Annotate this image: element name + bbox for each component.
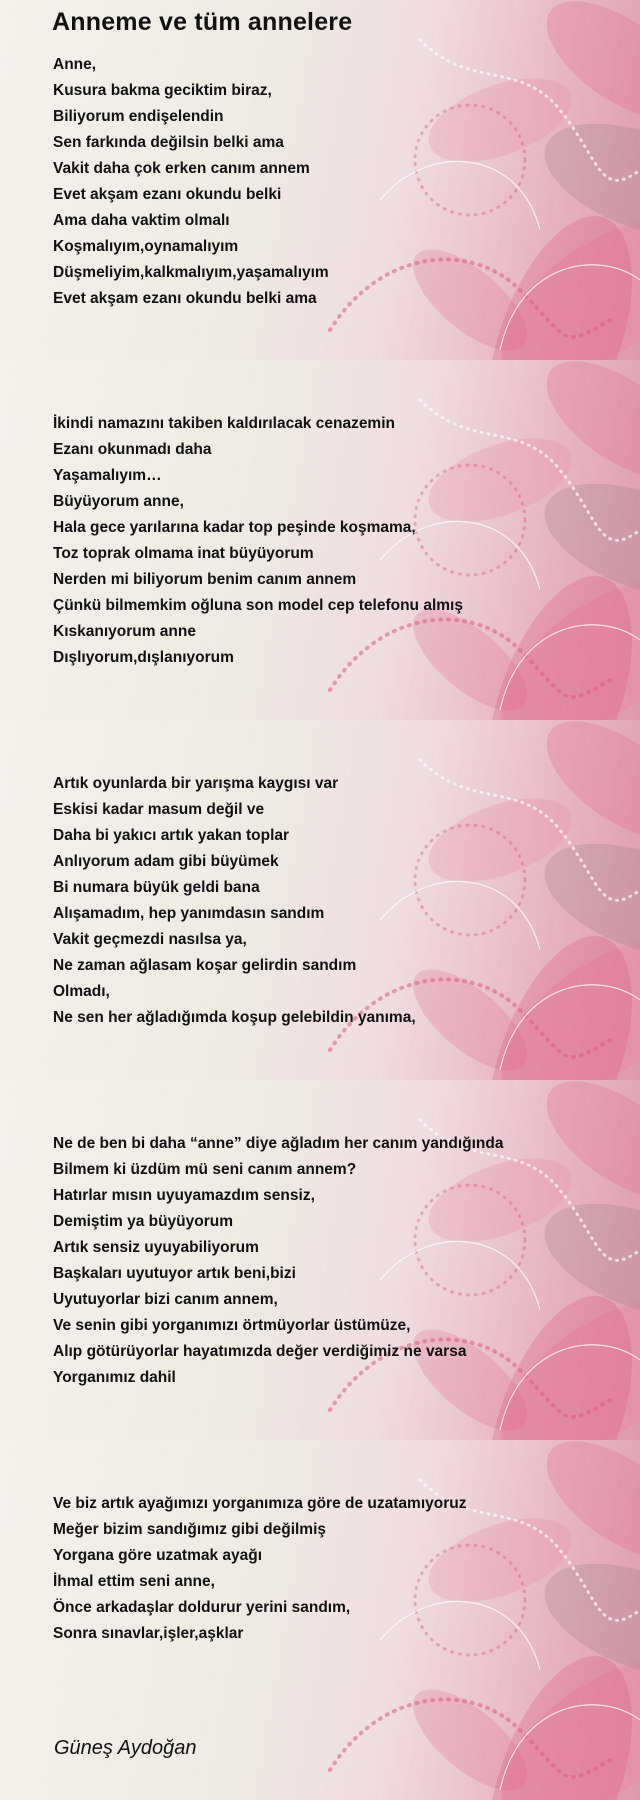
poem-line: Başkaları uyutuyor artık beni,bizi [53, 1265, 296, 1282]
poem-line: Biliyorum endişelendin [53, 108, 224, 125]
poem-line: Koşmalıyım,oynamalıyım [53, 238, 239, 255]
stanza-1 [53, 52, 329, 312]
poem-line: Alıp götürüyorlar hayatımızda değer verdiğimiz ne varsa [53, 1343, 467, 1360]
poem-line: Evet akşam ezanı okundu belki ama [53, 290, 317, 307]
poem-line: Meğer bizim sandığımız gibi değilmiş [53, 1521, 327, 1538]
poem-line: Ve biz artık ayağımızı yorganımıza göre de uzatamıyoruz [53, 1495, 467, 1512]
poem-line: Kıskanıyorum anne [53, 623, 196, 640]
poem-line: Artık oyunlarda bir yarışma kaygısı var [53, 775, 339, 792]
poem-line: Kusura bakma geciktim biraz, [53, 82, 272, 99]
poem-line: Vakit daha çok erken canım annem [53, 160, 310, 177]
poem-line: Ne de ben bi daha “anne” diye ağladım her canım yandığında [53, 1135, 504, 1152]
poem-line: Vakit geçmezdi nasılsa ya, [53, 931, 247, 948]
poem-line: Olmadı, [53, 983, 110, 1000]
stanza-3 [53, 771, 416, 1031]
poem-line: Toz toprak olmama inat büyüyorum [53, 545, 314, 562]
poem-line: Ne sen her ağladığımda koşup gelebildin yanıma, [53, 1009, 416, 1026]
poem-line: Bi numara büyük geldi bana [53, 879, 260, 896]
poem-line: Düşmeliyim,kalkmalıyım,yaşamalıyım [53, 264, 329, 281]
stanza-5 [53, 1491, 466, 1647]
poem-line: Anne, [53, 56, 97, 73]
poem-line: Evet akşam ezanı okundu belki [53, 186, 282, 203]
poem-line: Çünkü bilmemkim oğluna son model cep telefonu almış [53, 597, 463, 614]
poem-line: Bilmem ki üzdüm mü seni canım annem? [53, 1161, 357, 1178]
poem-line: Ne zaman ağlasam koşar gelirdin sandım [53, 957, 357, 974]
poem-line: Ama daha vaktim olmalı [53, 212, 230, 229]
poem-line: Hala gece yarılarına kadar top peşinde koşmama, [53, 519, 416, 536]
poem-line: Yaşamalıyım… [53, 467, 162, 484]
poem-line: Eskisi kadar masum değil ve [53, 801, 265, 818]
stanza-2 [53, 411, 463, 671]
poem-line: Hatırlar mısın uyuyamazdım sensiz, [53, 1187, 315, 1204]
poem-line: Sen farkında değilsin belki ama [53, 134, 284, 151]
poem-line: Yorganımız dahil [53, 1369, 176, 1386]
poem-line: Daha bi yakıcı artık yakan toplar [53, 827, 290, 844]
poem-line: Önce arkadaşlar doldurur yerini sandım, [53, 1599, 351, 1616]
poem-line: Anlıyorum adam gibi büyümek [53, 853, 279, 870]
poem-line: Uyutuyorlar bizi canım annem, [53, 1291, 278, 1308]
poem-line: Alışamadım, hep yanımdasın sandım [53, 905, 325, 922]
poem-line: Ezanı okunmadı daha [53, 441, 212, 458]
stanza-4 [53, 1131, 503, 1391]
poem-line: Yorgana göre uzatmak ayağı [53, 1547, 263, 1564]
poem-line: İhmal ettim seni anne, [53, 1573, 215, 1590]
poem-title: Anneme ve tüm annelere [52, 8, 353, 36]
poem-line: Demiştim ya büyüyorum [53, 1213, 234, 1230]
poem-line: Artık sensiz uyuyabiliyorum [53, 1239, 259, 1256]
poem-line: İkindi namazını takiben kaldırılacak cenazemin [53, 415, 395, 432]
poem-line: Büyüyorum anne, [53, 493, 184, 510]
poem-line: Ve senin gibi yorganımızı örtmüyorlar üstümüze, [53, 1317, 411, 1334]
poem-line: Nerden mi biliyorum benim canım annem [53, 571, 357, 588]
poem-line: Sonra sınavlar,işler,aşklar [53, 1625, 244, 1642]
author-signature: Güneş Aydoğan [54, 1737, 197, 1759]
poem-line: Dışlıyorum,dışlanıyorum [53, 649, 234, 666]
